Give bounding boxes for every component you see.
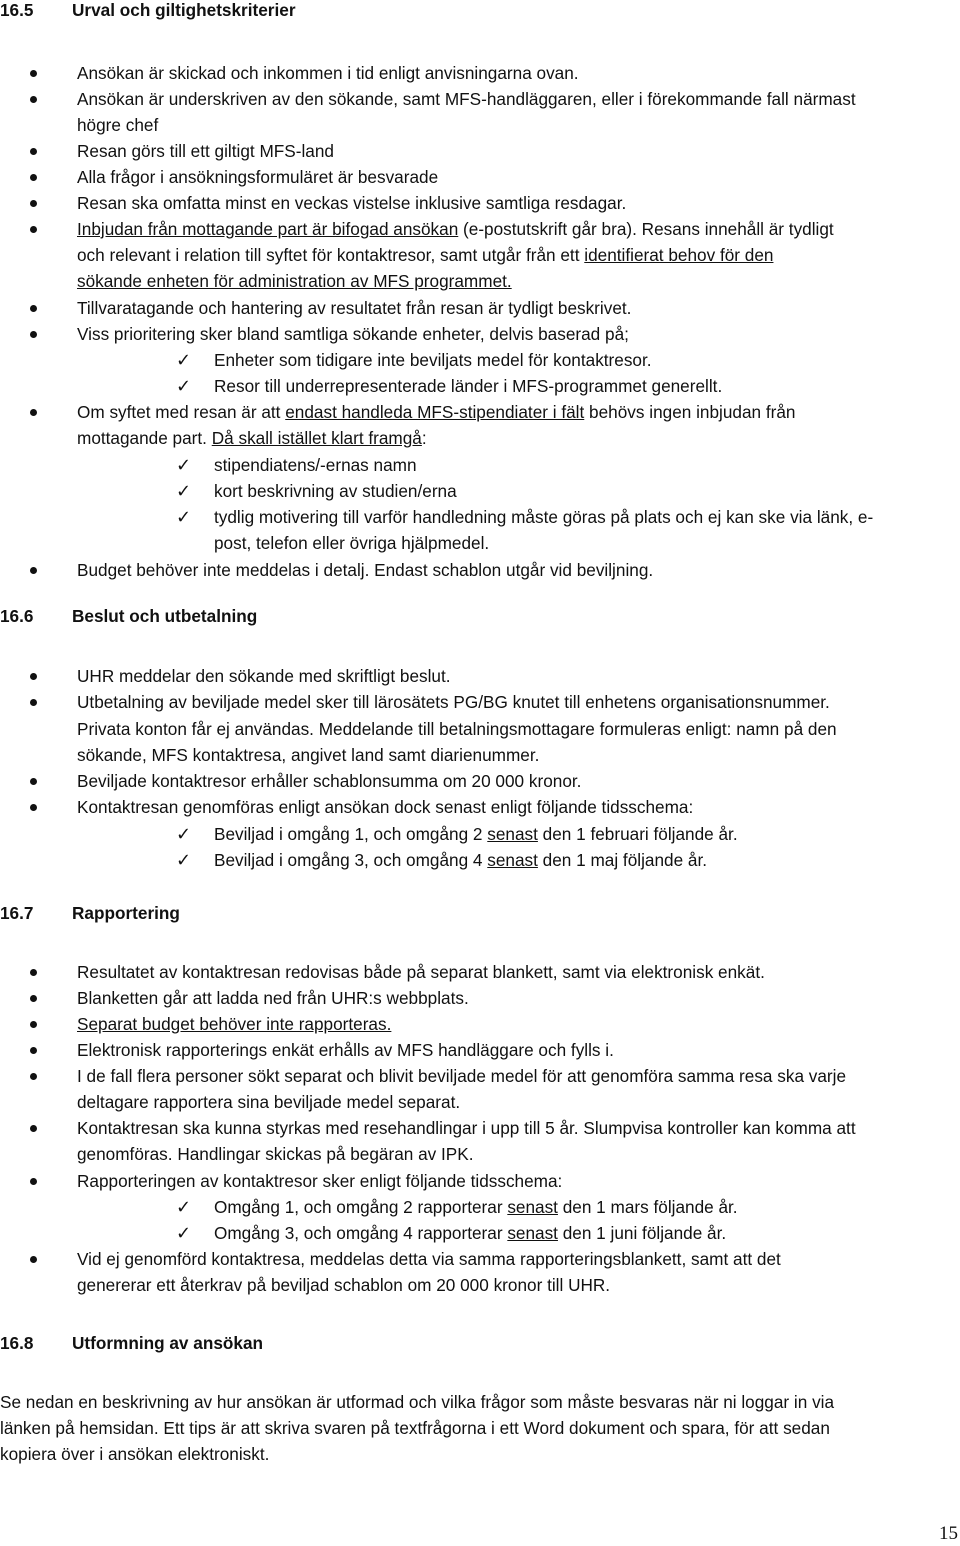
bullet-dot-icon <box>30 1021 37 1028</box>
text-run: Beviljad i omgång 3, och omgång 4 <box>214 850 488 870</box>
paragraph-line: Se nedan en beskrivning av hur ansökan är utformad och vilka frågor som måste besvaras när ni loggar in via <box>0 1392 835 1412</box>
bullet-dot-icon <box>30 1047 37 1054</box>
list-item: Viss prioritering sker bland samtliga sökande enheter, delvis baserad på; <box>77 324 629 344</box>
bullet-dot-icon <box>30 699 37 706</box>
check-item <box>214 824 738 844</box>
list-item-continuation: högre chef <box>77 115 159 135</box>
list-item: Utbetalning av beviljade medel sker till lärosätets PG/BG knutet till enhetens organisationsnummer. <box>77 692 830 712</box>
bullet-dot-icon <box>30 200 37 207</box>
list-item: Vid ej genomförd kontaktresa, meddelas detta via samma rapporteringsblankett, samt att det <box>77 1249 781 1269</box>
list-item-continuation: deltagare rapportera sina beviljade medel separat. <box>77 1092 461 1112</box>
check-item: Enheter som tidigare inte beviljats medel för kontaktresor. <box>214 350 652 370</box>
bullet-dot-icon <box>30 567 37 574</box>
list-item <box>77 219 834 239</box>
text-run: Beviljad i omgång 1, och omgång 2 <box>214 824 488 844</box>
bullet-dot-icon <box>30 331 37 338</box>
section-title: Urval och giltighetskriterier <box>72 0 296 20</box>
list-item: Alla frågor i ansökningsformuläret är besvarade <box>77 167 439 187</box>
checkmark-icon: ✓ <box>176 481 192 501</box>
list-item: Separat budget behöver inte rapporteras. <box>77 1014 392 1034</box>
underlined-text: sökande enheten för administration av MFS programmet. <box>77 271 512 291</box>
underlined-text: senast <box>507 1223 558 1243</box>
checkmark-icon: ✓ <box>176 850 192 870</box>
checkmark-icon: ✓ <box>176 376 192 396</box>
paragraph-line: kopiera över i ansökan elektroniskt. <box>0 1444 270 1464</box>
text-run: Om syftet med resan är att <box>77 402 286 422</box>
text-run: Omgång 3, och omgång 4 rapporterar <box>214 1223 508 1243</box>
list-item: Resan görs till ett giltigt MFS-land <box>77 141 334 161</box>
section-heading-16-8 <box>0 1333 264 1353</box>
underlined-text: Då skall istället klart framgå <box>211 428 422 448</box>
list-item: I de fall flera personer sökt separat och blivit beviljade medel för att genomföra samma resa ska varje <box>77 1066 847 1086</box>
text-run: den 1 mars följande år. <box>557 1197 738 1217</box>
bullet-dot-icon <box>30 174 37 181</box>
list-item-continuation <box>77 428 427 448</box>
list-item: Ansökan är underskriven av den sökande, samt MFS-handläggaren, eller i förekommande fall närmast <box>77 89 856 109</box>
list-item-continuation <box>77 245 773 265</box>
text-run: och relevant i relation till syftet för kontaktresor, samt utgår från ett <box>77 245 585 265</box>
list-item: Rapporteringen av kontaktresor sker enligt följande tidsschema: <box>77 1171 563 1191</box>
bullet-dot-icon <box>30 226 37 233</box>
check-item: stipendiatens/-ernas namn <box>214 455 417 475</box>
text-run: Omgång 1, och omgång 2 rapporterar <box>214 1197 508 1217</box>
section-number: 16.7 <box>0 903 34 923</box>
bullet-dot-icon <box>30 1073 37 1080</box>
checkmark-icon: ✓ <box>176 455 192 475</box>
bullet-dot-icon <box>30 969 37 976</box>
text-run: den 1 maj följande år. <box>537 850 708 870</box>
section-title: Utformning av ansökan <box>72 1333 264 1353</box>
text-run: behövs ingen inbjudan från <box>584 402 796 422</box>
section-heading-16-7 <box>0 903 180 923</box>
list-item-continuation: Privata konton får ej användas. Meddelande till betalningsmottagare formuleras enligt: namn på den <box>77 719 837 739</box>
bullet-dot-icon <box>30 778 37 785</box>
paragraph-line: länken på hemsidan. Ett tips är att skriva svaren på textfrågorna i ett Word dokument och spara, för att sedan <box>0 1418 830 1438</box>
list-item: Resan ska omfatta minst en veckas vistelse inklusive samtliga resdagar. <box>77 193 627 213</box>
check-item: Resor till underrepresenterade länder i MFS-programmet generellt. <box>214 376 723 396</box>
list-item: Blanketten går att ladda ned från UHR:s webbplats. <box>77 988 469 1008</box>
check-item: tydlig motivering till varför handledning måste göras på plats och ej kan ske via länk, e- <box>214 507 874 527</box>
list-item: Budget behöver inte meddelas i detalj. Endast schablon utgår vid beviljning. <box>77 560 654 580</box>
check-item-continuation: post, telefon eller övriga hjälpmedel. <box>214 533 490 553</box>
checkmark-icon: ✓ <box>176 507 192 527</box>
list-item: Resultatet av kontaktresan redovisas både på separat blankett, samt via elektronisk enkät. <box>77 962 765 982</box>
underlined-text: Inbjudan från mottagande part är bifogad ansökan <box>77 219 459 239</box>
list-item-continuation: genererar ett återkrav på beviljad schablon om 20 000 kronor till UHR. <box>77 1275 611 1295</box>
section-number: 16.6 <box>0 606 34 626</box>
underlined-text: identifierat behov för den <box>584 245 774 265</box>
page-number: 15 <box>939 1523 958 1544</box>
section-title: Beslut och utbetalning <box>72 606 258 626</box>
check-item <box>214 850 707 870</box>
underlined-text: senast <box>487 850 538 870</box>
list-item-continuation: sökande, MFS kontaktresa, angivet land samt diarienummer. <box>77 745 540 765</box>
list-item: Ansökan är skickad och inkommen i tid enligt anvisningarna ovan. <box>77 63 579 83</box>
list-item <box>77 402 795 422</box>
check-item: kort beskrivning av studien/erna <box>214 481 457 501</box>
bullet-dot-icon <box>30 1178 37 1185</box>
underlined-text: senast <box>507 1197 558 1217</box>
underlined-text: endast handleda MFS-stipendiater i fält <box>285 402 585 422</box>
text-run: (e-postutskrift går bra). Resans innehåll är tydligt <box>458 219 834 239</box>
text-run: mottagande part. <box>77 428 212 448</box>
bullet-dot-icon <box>30 1125 37 1132</box>
bullet-dot-icon <box>30 305 37 312</box>
text-run: den 1 juni följande år. <box>557 1223 727 1243</box>
list-item-continuation: genomföras. Handlingar skickas på begäran av IPK. <box>77 1144 474 1164</box>
section-heading-16-5 <box>0 0 296 20</box>
bullet-dot-icon <box>30 995 37 1002</box>
section-title: Rapportering <box>72 903 180 923</box>
checkmark-icon: ✓ <box>176 350 192 370</box>
text-run: : <box>421 428 427 448</box>
checkmark-icon: ✓ <box>176 1197 192 1217</box>
check-item <box>214 1197 738 1217</box>
list-item: Elektronisk rapporterings enkät erhålls av MFS handläggare och fylls i. <box>77 1040 614 1060</box>
check-item <box>214 1223 726 1243</box>
checkmark-icon: ✓ <box>176 1223 192 1243</box>
list-item-continuation <box>77 271 512 291</box>
list-item: Tillvaratagande och hantering av resultatet från resan är tydligt beskrivet. <box>77 298 632 318</box>
section-number: 16.5 <box>0 0 34 20</box>
bullet-dot-icon <box>30 148 37 155</box>
bullet-dot-icon <box>30 673 37 680</box>
bullet-dot-icon <box>30 1256 37 1263</box>
section-heading-16-6 <box>0 606 258 626</box>
bullet-dot-icon <box>30 804 37 811</box>
bullet-dot-icon <box>30 409 37 416</box>
bullet-dot-icon <box>30 96 37 103</box>
underlined-text: senast <box>487 824 538 844</box>
section-number: 16.8 <box>0 1333 34 1353</box>
checkmark-icon: ✓ <box>176 824 192 844</box>
bullet-dot-icon <box>30 70 37 77</box>
list-item: UHR meddelar den sökande med skriftligt beslut. <box>77 666 451 686</box>
list-item: Kontaktresan genomföras enligt ansökan dock senast enligt följande tidsschema: <box>77 797 694 817</box>
list-item: Beviljade kontaktresor erhåller schablonsumma om 20 000 kronor. <box>77 771 582 791</box>
list-item: Kontaktresan ska kunna styrkas med resehandlingar i upp till 5 år. Slumpvisa kontroller kan komma att <box>77 1118 856 1138</box>
text-run: den 1 februari följande år. <box>537 824 738 844</box>
